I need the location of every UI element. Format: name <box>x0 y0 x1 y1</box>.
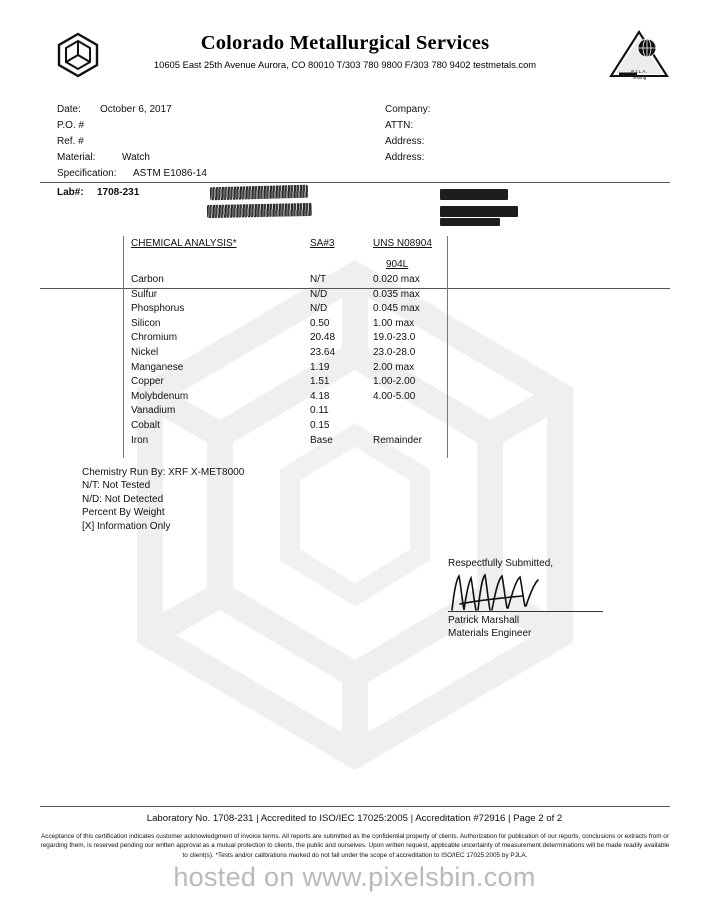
cell-sample: 23.64 <box>310 346 336 358</box>
material-value: Watch <box>122 152 150 163</box>
footer-divider <box>40 806 670 807</box>
cell-element: Carbon <box>131 274 164 285</box>
cell-sample: 1.51 <box>310 376 330 388</box>
attn-label: ATTN: <box>385 120 414 131</box>
table-row <box>0 318 709 333</box>
cell-sample: 0.11 <box>310 405 329 417</box>
table-row <box>0 405 709 420</box>
redaction-mark <box>207 203 312 218</box>
signer-title: Materials Engineer <box>448 628 532 639</box>
footer-fine-print: Acceptance of this certification indicates customer acknowledgment of invoice terms. All reports are submitted as the confidential property of clients. Authorization for publication of our reports, conclusions or extracts from or regarding them, is reserved pending our written approval as a mutual protection to clients, the public and ourselves. Upon written request, applicable uncertainty of measurement determinations will be made readily available to client(s). *Tests and/or calibrations marked do not fall under the scope of accreditation to ISO/IEC 17025:2005 by PJLA. <box>40 833 670 859</box>
note-percent-by-weight: Percent By Weight <box>82 507 165 519</box>
cell-element: Sulfur <box>131 288 158 300</box>
cell-element: Silicon <box>131 317 161 329</box>
ref-label: Ref. # <box>57 136 84 147</box>
redaction-mark <box>440 218 500 226</box>
specification-value: ASTM E1086-14 <box>133 168 207 179</box>
cell-spec: 2.00 max <box>373 361 415 373</box>
lab-number-label: Lab#: <box>57 187 84 198</box>
handwritten-signature-icon <box>450 570 545 612</box>
table-row <box>0 376 709 391</box>
cell-spec: 0.035 max <box>373 288 420 300</box>
cell-element: Chromium <box>131 332 178 344</box>
redaction-mark <box>440 189 508 200</box>
cell-sample: 4.18 <box>310 390 330 402</box>
report-meta-block <box>0 96 709 201</box>
notes-block <box>82 466 244 533</box>
cell-element: Cobalt <box>131 419 160 431</box>
pjla-badge-label: P.J.L.A. Testing <box>631 69 647 80</box>
cell-element: Vanadium <box>131 405 176 417</box>
column-header-sample: SA#3 <box>310 238 335 249</box>
cell-spec: 1.00 max <box>373 317 415 329</box>
note-not-detected: N/D: Not Detected <box>82 493 164 505</box>
document-header <box>0 0 709 90</box>
date-value: October 6, 2017 <box>100 104 172 115</box>
cell-sample: 0.15 <box>310 419 330 431</box>
cell-sample: N/D <box>310 288 328 300</box>
note-information-only: [X] Information Only <box>82 520 171 532</box>
cell-spec: 0.020 max <box>373 274 420 285</box>
table-row <box>0 391 709 406</box>
cell-spec: 19.0-23.0 <box>373 332 416 344</box>
table-row <box>0 347 709 362</box>
address-label-1: Address: <box>385 136 425 147</box>
cell-element: Phosphorus <box>131 303 185 315</box>
address-label-2: Address: <box>385 152 425 163</box>
po-label: P.O. # <box>57 120 85 131</box>
table-row <box>0 289 709 304</box>
cell-element: Manganese <box>131 361 184 373</box>
cell-element: Iron <box>131 434 149 446</box>
cell-sample: 1.19 <box>310 361 330 373</box>
note-chemistry-run-by: Chemistry Run By: XRF X-MET8000 <box>82 467 245 478</box>
column-header-spec-sub: 904L <box>386 259 409 270</box>
table-row <box>0 435 709 450</box>
cell-spec: 23.0-28.0 <box>373 346 416 358</box>
table-row <box>0 362 709 377</box>
cell-sample: N/T <box>310 274 327 285</box>
company-address: 10605 East 25th Avenue Aurora, CO 80010 T/303 780 9800 F/303 780 9402 testmetals.com <box>153 59 537 70</box>
cell-spec: Remainder <box>373 434 422 446</box>
note-not-tested: N/T: Not Tested <box>82 480 151 492</box>
table-row <box>0 303 709 318</box>
material-label: Material: <box>57 152 96 163</box>
redaction-mark <box>210 185 308 201</box>
cell-spec: 4.00-5.00 <box>373 390 416 402</box>
date-label: Date: <box>57 104 81 115</box>
table-row <box>0 274 709 289</box>
redaction-mark <box>440 206 518 217</box>
footer-accreditation: Laboratory No. 1708-231 | Accredited to ISO/IEC 17025:2005 | Accreditation #72916 | Page 2 of 2 <box>146 813 563 824</box>
cell-element: Nickel <box>131 346 159 358</box>
header-divider <box>40 182 670 183</box>
table-body <box>0 274 709 449</box>
signer-name: Patrick Marshall <box>448 615 520 626</box>
table-row <box>0 332 709 347</box>
cell-spec: 1.00-2.00 <box>373 376 416 388</box>
respectfully-submitted-label: Respectfully Submitted, <box>448 558 554 569</box>
table-row <box>0 420 709 435</box>
cell-spec: 0.045 max <box>373 303 420 315</box>
signature-line <box>448 611 603 612</box>
cell-element: Copper <box>131 376 164 388</box>
cell-sample: 0.50 <box>310 317 330 329</box>
cell-element: Molybdenum <box>131 390 189 402</box>
hosted-watermark: hosted on www.pixelsbin.com <box>173 862 536 892</box>
table-header-row <box>0 238 709 274</box>
specification-label: Specification: <box>57 168 117 179</box>
column-header-spec: UNS N08904 <box>373 238 432 249</box>
cell-sample: 20.48 <box>310 332 336 344</box>
chemical-analysis-table <box>0 238 709 449</box>
cell-sample: Base <box>310 434 333 446</box>
lab-number-value: 1708-231 <box>97 187 140 198</box>
hexagon-cube-logo-icon <box>55 32 101 78</box>
cell-sample: N/D <box>310 303 328 315</box>
page-title: Colorado Metallurgical Services <box>200 32 490 54</box>
company-label: Company: <box>385 104 431 115</box>
column-header-analysis: CHEMICAL ANALYSIS* <box>131 238 237 249</box>
